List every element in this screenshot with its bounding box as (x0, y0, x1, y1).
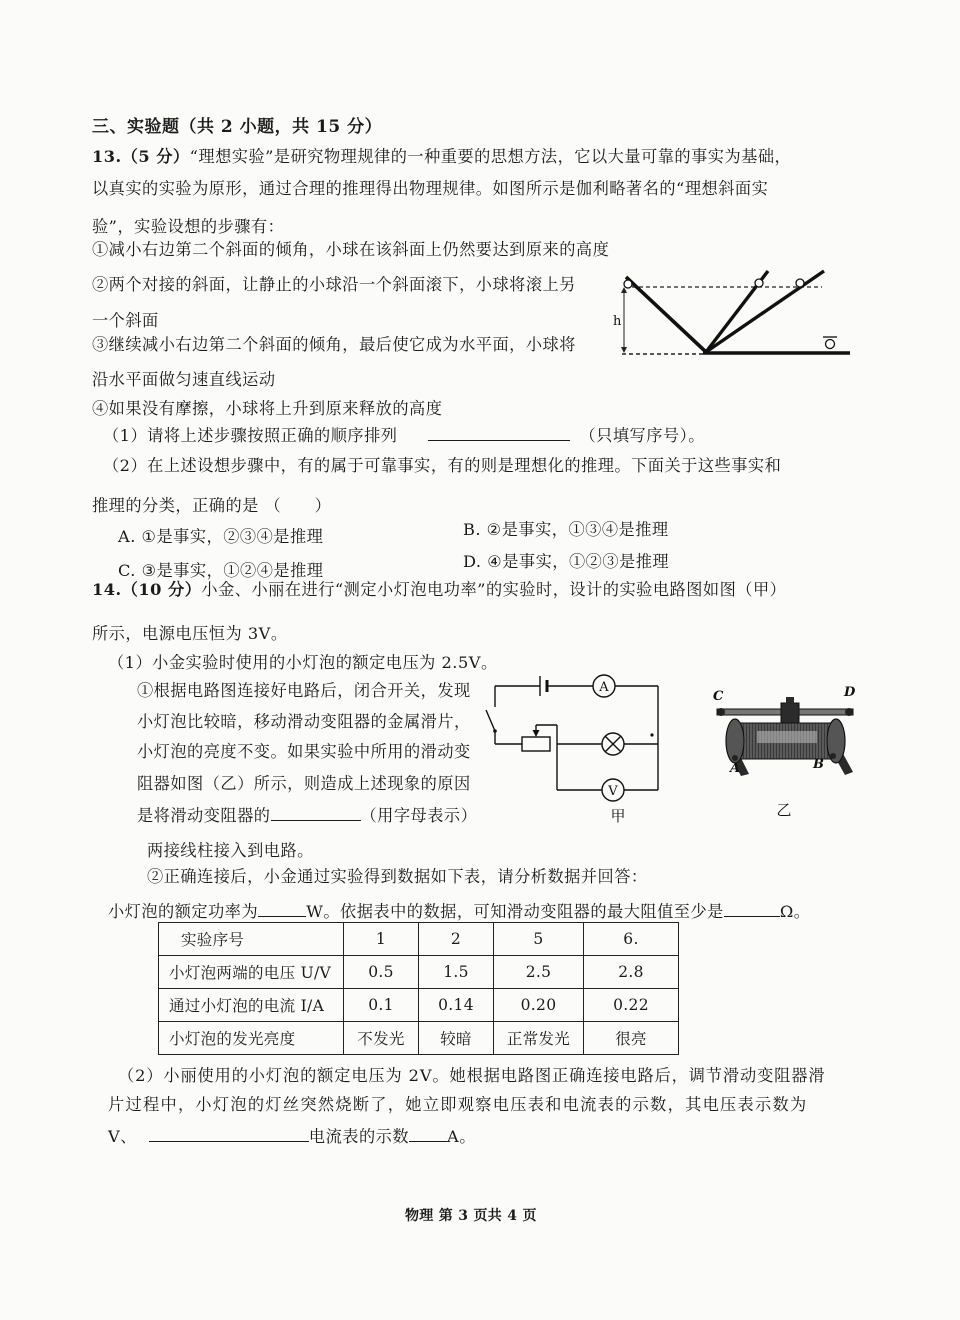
right-slope-gentle (706, 271, 824, 352)
table-cell: 0.20 (494, 989, 584, 1022)
ammeter-label: A (599, 680, 609, 695)
table-cell: 2.8 (584, 956, 679, 989)
option-b: B. ②是事实，①③④是推理 (463, 520, 669, 539)
circuit-caption: 甲 (610, 807, 626, 825)
voltmeter-label: V (608, 784, 618, 799)
q13-step-4: ④如果没有摩擦，小球将上升到原来释放的高度 (92, 399, 443, 418)
rheostat-coil-highlight (757, 731, 817, 743)
q14-part-1-title: （1）小金实验时使用的小灯泡的额定电压为 2.5V。 (108, 653, 498, 672)
q14-intro-1: 小金、小丽在进行“测定小灯泡电功率”的实验时，设计的实验电路图如图（甲） (201, 580, 787, 599)
q14-q1-line-6: 两接线柱接入到电路。 (147, 841, 314, 860)
q14-intro-2: 所示，电源电压恒为 3V。 (92, 624, 288, 643)
rheostat-caption: 乙 (776, 801, 792, 819)
section-title: 三、实验题（共 2 小题，共 15 分） (92, 117, 383, 137)
q14-part-2-current-text: 电流表的示数 (308, 1127, 410, 1146)
slider-arrowhead (533, 730, 540, 737)
table-header-cell: 实验序号 (159, 923, 344, 956)
q14-q1-line-3: 小灯泡的亮度不变。如果实验中所用的滑动变 (137, 742, 471, 761)
table-cell: 0.1 (344, 989, 419, 1022)
q13-line-1 (92, 146, 791, 168)
table-cell: 0.14 (419, 989, 494, 1022)
label-b: B (813, 757, 824, 772)
q14-q1-line-2: 小灯泡比较暗，移动滑动变阻器的金属滑片， (137, 712, 471, 731)
option-d: D. ④是事实，①②③是推理 (463, 552, 670, 571)
answer-blank-current (409, 1126, 447, 1142)
table-row-label: 小灯泡的发光亮度 (159, 1022, 344, 1055)
table-cell: 2.5 (494, 956, 584, 989)
height-label: h (613, 314, 622, 329)
table-cell: 很亮 (584, 1022, 679, 1055)
rheostat-symbol (522, 737, 550, 751)
table-cell: 1.5 (419, 956, 494, 989)
q14-part-2-line-1: （2）小丽使用的小灯泡的额定电压为 2V。她根据电路图正确连接电路后，调节滑动变阻器滑 (118, 1066, 826, 1085)
q13-part-2-line-2: 推理的分类，正确的是 （ ） (92, 496, 332, 515)
option-a: A. ①是事实，②③④是推理 (118, 527, 324, 546)
experiment-data-table (158, 922, 679, 1055)
q14-part-2-current-unit: A。 (447, 1127, 476, 1146)
q13-step-3-cont: 沿水平面做匀速直线运动 (92, 370, 276, 389)
option-c: C. ③是事实，①②④是推理 (118, 561, 324, 580)
terminal-b (830, 753, 836, 759)
ball-gentle-slope (796, 279, 804, 287)
table-header-row (159, 923, 679, 956)
q13-intro-2: 以真实的实验为原形，通过合理的推理得出物理规律。如图所示是伽利略著名的“理想斜面实 (92, 179, 769, 198)
q14-q1-line-5 (137, 805, 477, 827)
label-c: C (713, 689, 724, 704)
table-header-cell: 2 (419, 923, 494, 956)
table-header-cell: 1 (344, 923, 419, 956)
table-row (159, 989, 679, 1022)
inclined-plane-figure (610, 262, 860, 367)
page-footer: 物理 第 3 页共 4 页 (405, 1208, 537, 1224)
table-row-label: 小灯泡两端的电压 U/V (159, 956, 344, 989)
junction-dot (650, 733, 653, 736)
q13-step-2-cont: 一个斜面 (92, 311, 159, 330)
q13-intro-3: 验”，实验设想的步骤有： (92, 217, 285, 236)
answer-blank-terminals (271, 805, 361, 821)
q13-intro-1: “理想实验”是研究物理规律的一种重要的思想方法，它以大量可靠的事实为基础， (189, 147, 792, 166)
q13-part-2-line-1: （2）在上述设想步骤中，有的属于可靠事实，有的则是理想化的推理。下面关于这些事实和 (103, 456, 782, 475)
table-row-label: 通过小灯泡的电流 I/A (159, 989, 344, 1022)
answer-blank-order (428, 425, 570, 441)
q14-q2-text-3: Ω。 (779, 902, 811, 921)
table-cell: 不发光 (344, 1022, 419, 1055)
q14-q2-question (108, 901, 810, 923)
table-cell: 0.22 (584, 989, 679, 1022)
label-d: D (844, 685, 856, 700)
table-cell: 0.5 (344, 956, 419, 989)
rheostat-slider-knob (786, 697, 794, 704)
terminal-d (845, 708, 853, 716)
height-arrow-bottom (621, 347, 627, 353)
q14-q1-line-1: ①根据电路图连接好电路后，闭合开关，发现 (137, 681, 471, 700)
q14-q2-text-2: W。依据表中的数据，可知滑动变阻器的最大阻值至少是 (306, 902, 724, 921)
table-row (159, 956, 679, 989)
label-a: A (730, 761, 741, 776)
rheostat-figure (705, 678, 865, 823)
q13-step-3: ③继续减小右边第二个斜面的倾角，最后使它成为水平面，小球将 (92, 335, 576, 354)
q13-step-1: ①减小右边第二个斜面的倾角，小球在该斜面上仍然要达到原来的高度 (92, 240, 610, 259)
q14-part-2-voltage-unit: V、 (108, 1127, 137, 1146)
q13-step-2: ②两个对接的斜面，让静止的小球沿一个斜面滚下，小球将滚上另 (92, 275, 576, 294)
table-header-cell: 6. (584, 923, 679, 956)
q14-q1-blank-prefix: 是将滑动变阻器的 (137, 806, 271, 825)
rheostat-slider-block (781, 703, 799, 723)
q14-q2-intro: ②正确连接后，小金通过实验得到数据如下表，请分析数据并回答： (147, 867, 648, 886)
table-cell: 较暗 (419, 1022, 494, 1055)
ball-steep-slope (755, 279, 763, 287)
switch-pivot (493, 729, 497, 733)
answer-blank-max-resistance (724, 901, 780, 917)
table-header-cell: 5 (494, 923, 584, 956)
ball-start (624, 280, 632, 288)
terminal-c (717, 708, 725, 716)
table-cell: 正常发光 (494, 1022, 584, 1055)
q13-part-1-note: （只填写序号）。 (579, 426, 705, 445)
q14-q1-blank-suffix: （用字母表示） (360, 806, 478, 825)
q14-part-2-line-2: 片过程中，小灯泡的灯丝突然烧断了，她立即观察电压表和电流表的示数，其电压表示数为 (108, 1095, 808, 1114)
answer-blank-voltage (149, 1126, 309, 1142)
q13-part-1-text: （1）请将上述步骤按照正确的顺序排列 (103, 426, 398, 445)
q14-line-1 (92, 579, 786, 601)
circuit-diagram (480, 665, 670, 825)
q14-q2-text-1: 小灯泡的额定功率为 (108, 902, 259, 921)
q13-label: 13.（5 分） (92, 147, 190, 166)
table-row (159, 1022, 679, 1055)
ball-horizontal (826, 340, 835, 349)
left-slope (626, 277, 706, 352)
rheostat-right-end (827, 719, 845, 763)
q14-label: 14.（10 分） (92, 580, 202, 599)
switch-blade (486, 710, 495, 731)
answer-blank-rated-power (258, 901, 306, 917)
q13-part-1 (103, 425, 705, 447)
q14-part-2-line-3 (108, 1126, 476, 1148)
q14-q1-line-4: 阻器如图（乙）所示，则造成上述现象的原因 (137, 774, 471, 793)
